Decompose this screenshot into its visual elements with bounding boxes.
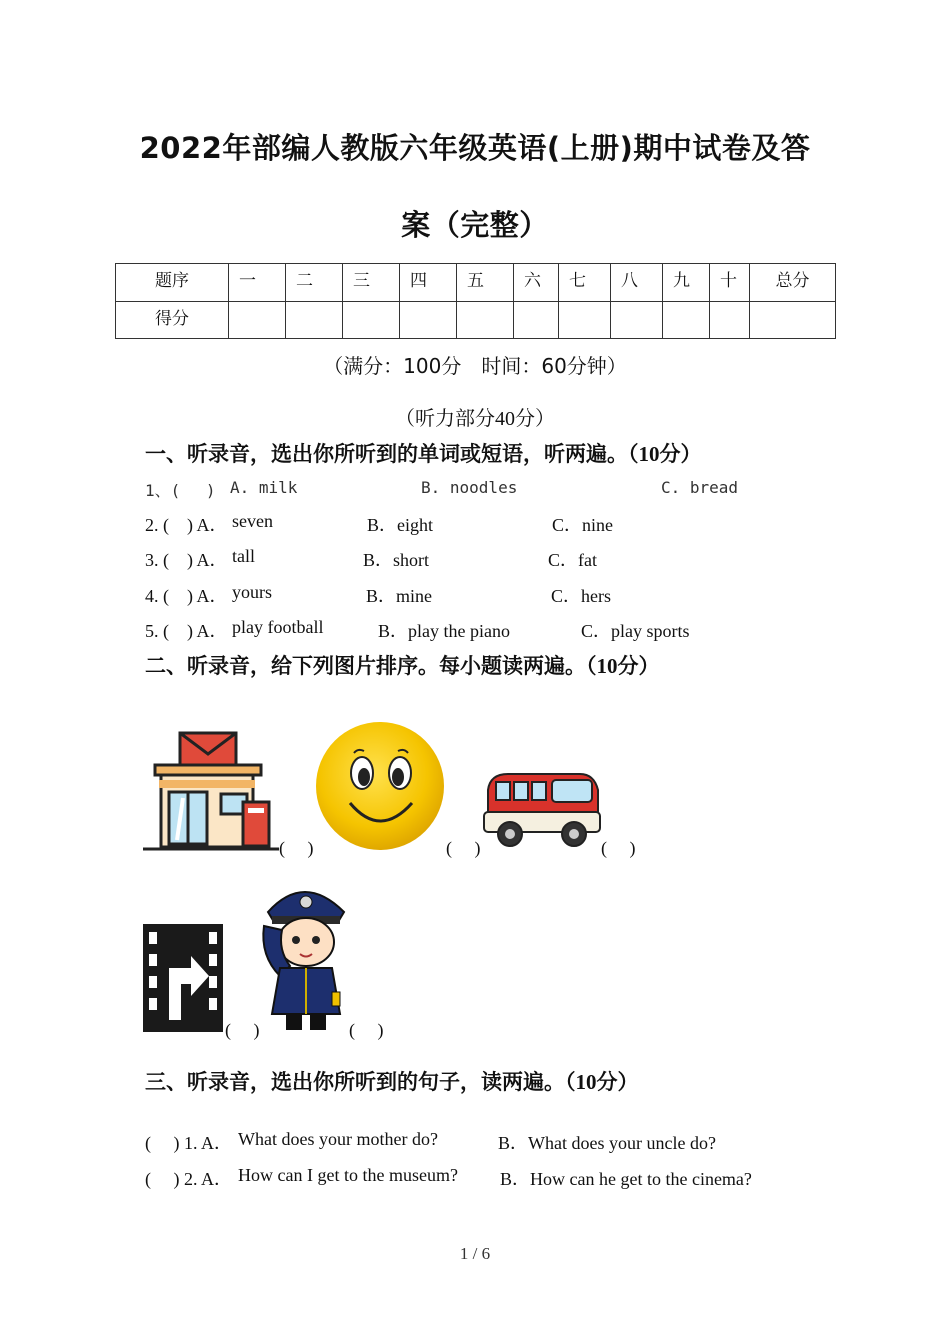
answer-blank-2[interactable]: ( ) [446,838,481,858]
score-cell[interactable] [559,301,611,339]
q4-option-c: C．hers [551,586,611,606]
section1-heading: 一、听录音，选出你所听到的单词或短语，听两遍。（10分） [145,442,702,466]
table-header: 总分 [750,264,836,302]
s3-q1-option-a: What does your mother do? [238,1129,438,1149]
score-cell[interactable] [400,301,457,339]
page-title-line1: 2022年部编人教版六年级英语(上册)期中试卷及答 [139,131,811,165]
q1-number: 1、( ) [145,481,216,500]
section2-heading: 二、听录音，给下列图片排序。每小题读两遍。（10分） [145,654,660,678]
score-cell[interactable] [229,301,286,339]
smiley-face-icon [314,721,446,851]
score-cell[interactable] [286,301,343,339]
exam-info: （满分：100分 时间：60分钟） [323,354,627,378]
q2-option-b: B．eight [367,515,433,535]
table-header: 五 [457,264,514,302]
q3-option-c: C．fat [548,550,597,570]
page-number: 1 / 6 [459,1244,491,1263]
table-header: 四 [400,264,457,302]
q1-option-a: A. milk [230,478,298,497]
table-header: 七 [559,264,611,302]
table-header: 题序 [116,264,229,302]
score-cell[interactable] [710,301,750,339]
q4-option-b: B．mine [366,586,432,606]
s3-q1-option-b: B．What does your uncle do? [498,1133,716,1153]
table-header: 二 [286,264,343,302]
q5-option-b: B．play the piano [378,621,510,641]
table-header: 三 [343,264,400,302]
q4-option-a: yours [232,582,272,602]
q2-option-a: seven [232,511,273,531]
score-cell[interactable] [663,301,710,339]
police-officer-icon [258,882,350,1034]
score-cell[interactable] [750,301,836,339]
q3-number: 3. ( ) A． [145,550,228,570]
table-header: 八 [611,264,663,302]
section3-heading: 三、听录音，选出你所听到的句子，读两遍。（10分） [145,1070,639,1094]
table-header: 一 [229,264,286,302]
bus-icon [482,770,602,850]
score-cell[interactable] [343,301,400,339]
score-cell[interactable] [611,301,663,339]
listening-part-label: （听力部分40分） [395,408,555,430]
score-table-header-row [116,264,836,302]
score-cell[interactable] [457,301,514,339]
q1-option-b: B. noodles [421,478,518,497]
q3-option-b: B．short [363,550,430,570]
table-header: 六 [514,264,559,302]
q4-number: 4. ( ) A． [145,586,228,606]
answer-blank-5[interactable]: ( ) [349,1020,384,1040]
s3-q2-number: ( ) 2. A． [145,1169,232,1189]
s3-q1-number: ( ) 1. A． [145,1133,232,1153]
q5-option-c: C．play sports [581,621,690,641]
q3-option-a: tall [232,546,255,566]
table-header: 九 [663,264,710,302]
score-table-score-row [116,301,836,339]
post-office-icon [143,730,279,852]
s3-q2-option-a: How can I get to the museum? [238,1165,458,1185]
score-cell[interactable] [514,301,559,339]
answer-blank-3[interactable]: ( ) [601,838,636,858]
q1-option-c: C. bread [661,478,739,497]
answer-blank-4[interactable]: ( ) [225,1020,260,1040]
q2-number: 2. ( ) A． [145,515,228,535]
answer-blank-1[interactable]: ( ) [279,838,314,858]
page-title-line2: 案（完整） [401,208,549,242]
q5-number: 5. ( ) A． [145,621,228,641]
q2-option-c: C．nine [552,515,613,535]
turn-right-sign-icon [143,924,225,1034]
s3-q2-option-b: B．How can he get to the cinema? [500,1169,752,1189]
score-table [115,263,836,339]
table-header: 十 [710,264,750,302]
table-row-label: 得分 [116,301,229,339]
q5-option-a: play football [232,617,324,637]
